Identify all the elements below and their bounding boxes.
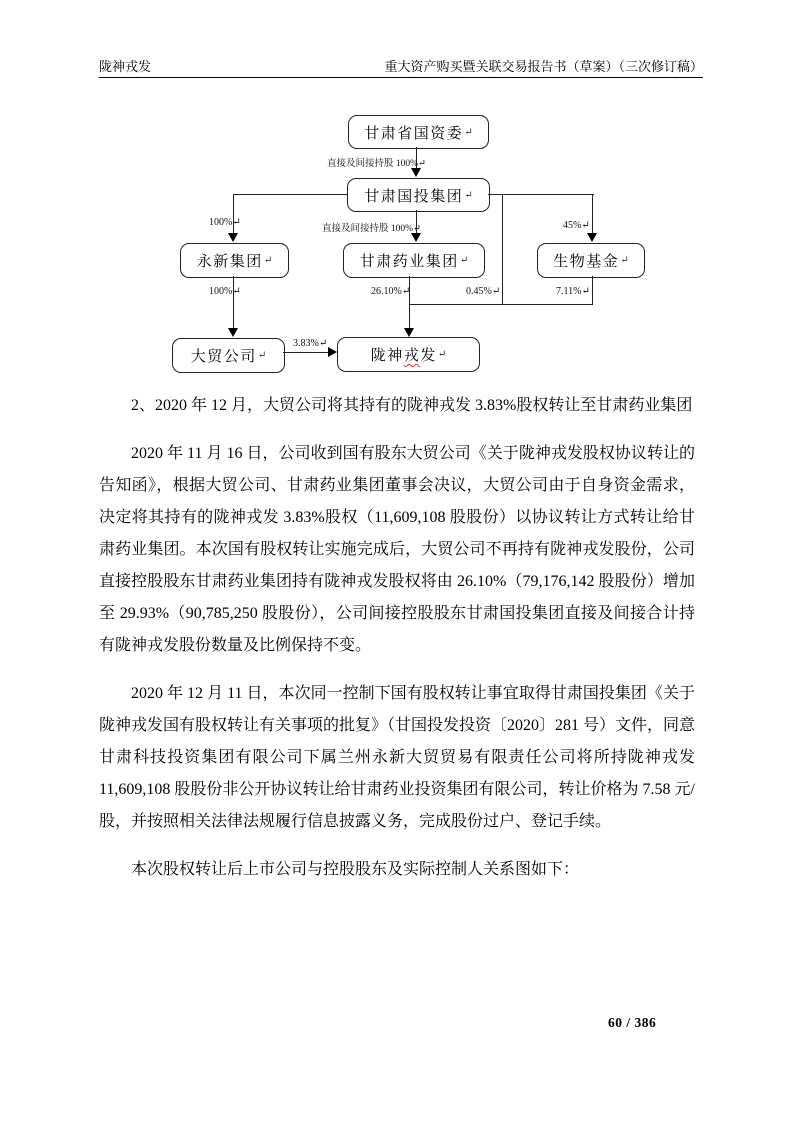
connector-guotou-right-horizontal (488, 194, 594, 195)
node-label: 永新集团 (196, 254, 263, 270)
edge-label-yaoye-longshen: 26.10%↵ (371, 286, 411, 297)
edge-label-guotou-shengwu: 45%↵ (563, 220, 590, 231)
connector-collector-horizontal (409, 304, 593, 305)
header-doc-full-title: 重大资产购买暨关联交易报告书（草案）（三次修订稿） (384, 59, 703, 74)
arrowhead-down-icon (587, 233, 597, 242)
arrowhead-down-icon (228, 328, 238, 337)
node-label: 生物基金 (553, 254, 620, 270)
edge-label-guotou-yongxin: 100%↵ (209, 217, 241, 228)
node-label: 大贸公司 (190, 349, 257, 365)
arrowhead-down-icon (228, 233, 238, 242)
return-mark: ↵ (459, 255, 469, 266)
paragraph-diagram-lead-in: 本次股权转让后上市公司与控股股东及实际控制人关系图如下： (131, 861, 580, 878)
connector-guotou-yongxin (233, 194, 234, 234)
connector-yongxin-damao (233, 276, 234, 329)
connector-guotou-longshen-direct (502, 194, 503, 305)
paragraph-approval-document: 2020 年 12 月 11 日，本次同一控制下国有股权转让事宜取得甘肃国投集团《关于陇神戎发国有股权转让有关事项的批复》（甘国投发投资〔2020〕281 号）文件，同意甘肃科技投资集团有限公司下属兰州永新大贸贸易有限责任公司将所持陇神戎发 11,609,108 股股份非公开协议转让给甘肃药业投资集团有限公司，转让价格为 7.58 元/股，并按照相关法律法规履行信息披露义务，完成股份过户、登记手续。 (99, 685, 696, 830)
node-label: 发 (420, 348, 437, 364)
node-yongxin-group (180, 243, 289, 278)
connector-shengwu-longshen (592, 276, 593, 305)
edge-label-guoziwei-guotou: 直接及间接持股 100%↵ (327, 159, 426, 169)
return-mark: ↵ (257, 350, 267, 361)
arrowhead-right-icon (328, 347, 337, 357)
page-header (99, 48, 703, 78)
node-gansu-sasac (348, 115, 489, 149)
section-heading: 2、2020 年 12 月，大贸公司将其持有的陇神戎发 3.83%股权转让至甘肃药业集团 (131, 397, 693, 414)
return-mark: ↵ (464, 126, 473, 138)
return-mark: ↵ (620, 255, 629, 266)
arrowhead-down-icon (411, 233, 421, 242)
edge-label-guotou-longshen: 0.45%↵ (466, 286, 501, 297)
node-label: 甘肃药业集团 (359, 254, 459, 270)
node-label-misspelled-char: 戎 (403, 348, 421, 364)
edge-label-shengwu-longshen: 7.11%↵ (556, 286, 590, 297)
node-bio-fund (537, 243, 645, 278)
arrowhead-down-icon (411, 168, 421, 177)
node-label: 甘肃国投集团 (364, 188, 464, 205)
node-label: 陇神 (370, 348, 404, 364)
node-longshen-rongfa (337, 337, 480, 372)
edge-label-damao-longshen: 3.83%↵ (293, 338, 328, 349)
connector-yaoye-longshen (409, 276, 410, 329)
edge-label-yongxin-damao: 100%↵ (209, 286, 241, 297)
return-mark: ↵ (263, 255, 273, 266)
connector-guotou-left-horizontal (233, 194, 347, 195)
document-body (99, 390, 695, 886)
edge-label-guotou-yaoye: 直接及间接持股 100%↵ (322, 224, 421, 234)
return-mark: ↵ (437, 349, 447, 360)
node-gansu-pharma-group (343, 243, 485, 278)
node-damao-company (172, 338, 285, 373)
arrowhead-down-icon (404, 328, 414, 337)
node-gansu-guotou-group (347, 178, 490, 212)
return-mark: ↵ (464, 189, 473, 201)
page-number: 60 / 386 (608, 1015, 657, 1030)
connector-damao-longshen (283, 352, 329, 353)
paragraph-share-transfer-notice: 2020 年 11 月 16 日，公司收到国有股东大贸公司《关于陇神戎发股权协议转让的告知函》，根据大贸公司、甘肃药业集团董事会决议，大贸公司由于自身资金需求，决定将其持有的陇神戎发 3.83%股权（11,609,108 股股份）以协议转让方式转让给甘肃药业集团。本次国有股权转让实施完成后，大贸公司不再持有陇神戎发股份，公司直接控股股东甘肃药业集团持有陇神戎发股权将由 26.10%（79,176,142 股股份）增加至 29.93%（90,785,250 股股份），公司间接控股股东甘肃国投集团直接及间接合计持有陇神戎发股份数量及比例保持不变。 (99, 445, 695, 654)
node-label: 甘肃省国资委 (364, 125, 464, 142)
connector-guotou-shengwu (592, 194, 593, 234)
header-doc-short-title: 陇神戎发 (99, 59, 152, 74)
